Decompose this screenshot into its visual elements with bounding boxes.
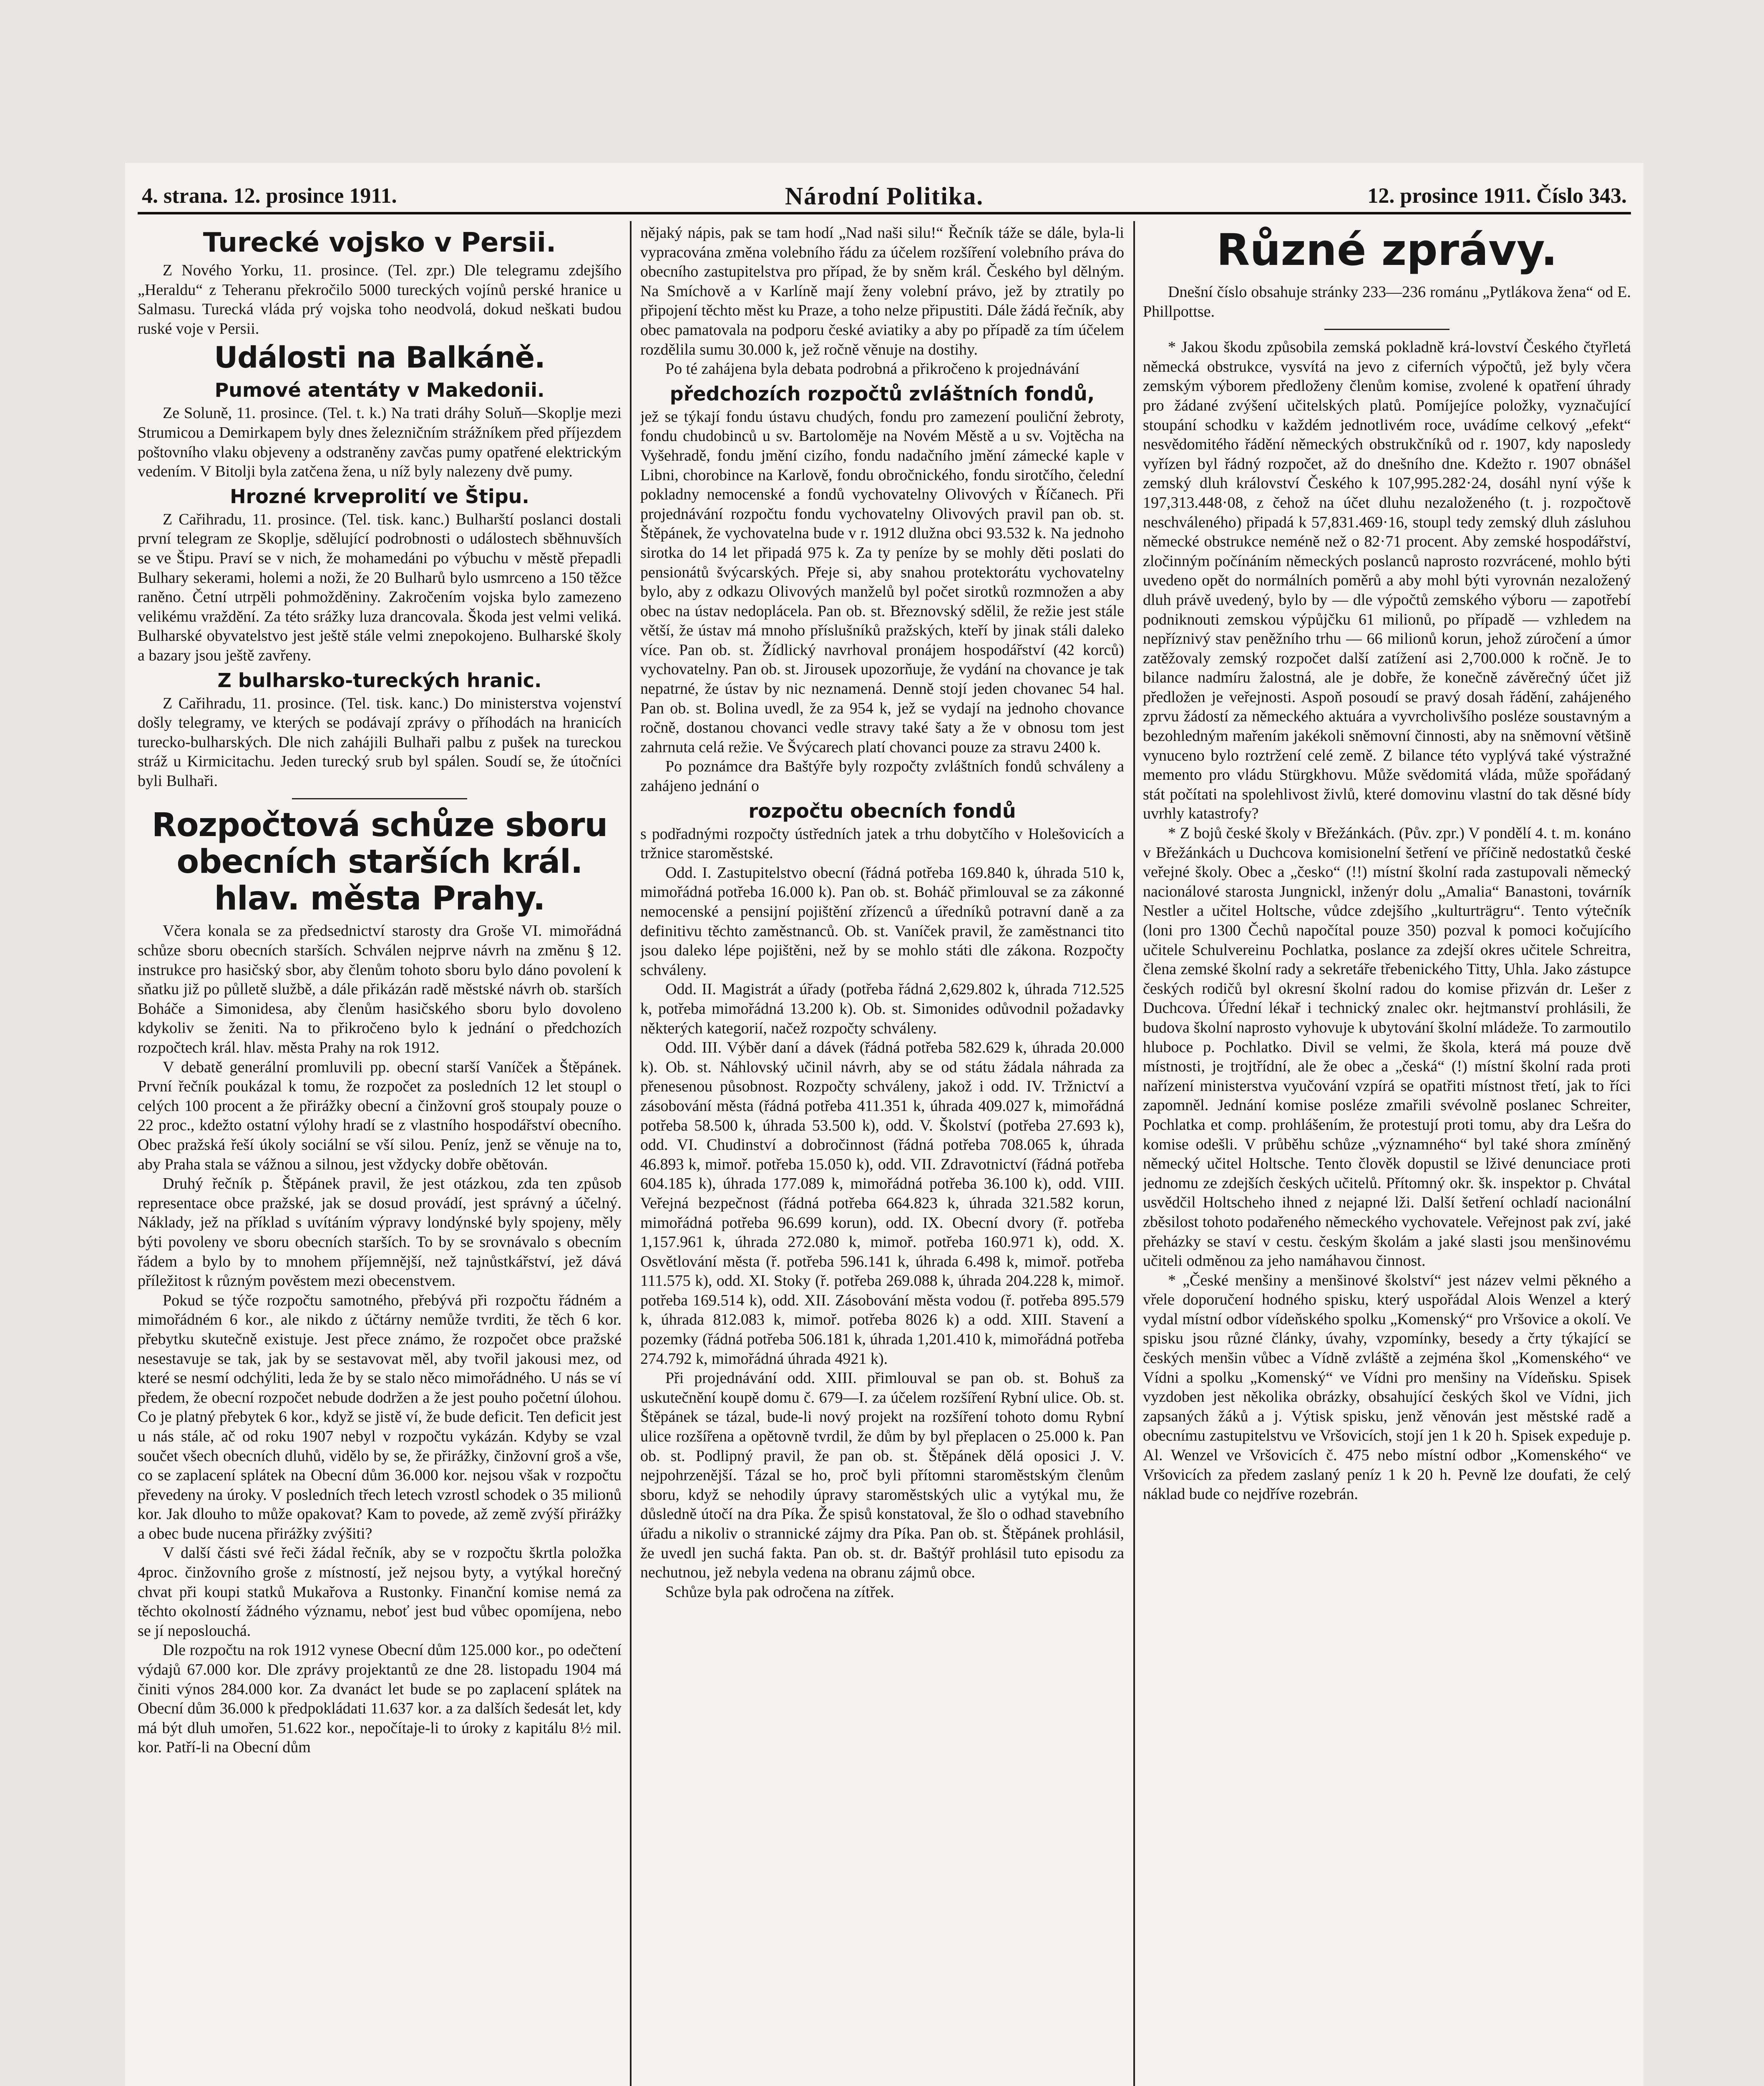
column-divider-1 [630, 221, 632, 2086]
header-rule [138, 212, 1631, 214]
article-paragraph: V další části své řeči žádal řečník, aby se v rozpočtu škrtla položka 4proc. činžovního groše z místností, jež nejsou byty, a vytýkal horečný chvat při koupi statků Mukařova a Rustonky. Finanční komise nemá za těchto okolností žádného významu, neboť jest bud vůbec opomíjena, nebo se jí neposlouchá. [138, 1544, 622, 1640]
subheadline-stip: Hrozné krveprolití ve Štipu. [230, 485, 529, 508]
article-paragraph: Odd. I. Zastupitelstvo obecní (řádná potřeba 169.840 k, úhrada 510 k, mimořádná potřeba 16.000 k). Pan ob. st. Boháč přimlouval se za zákonné nemocenské a pensijní pojištění zřízenců a úředníků potravní daně a za definitivu těchto zaměstnanců. Ob. st. Vaníček pravil, že zaměstnanci tito jsou daleko lépe pojištěni, než by se mohlo státi dle zákona. Rozpočty schváleny. [640, 864, 1124, 979]
article-paragraph: Z Cařihradu, 11. prosince. (Tel. tisk. kanc.) Bulharští poslanci dostali první telegram ze Skoplje, sdělující podrobnosti o událostech sběhnuvších se ve Štipu. Praví se v nich, že mohamedáni po výbuchu v městě přepadli Bulhary sekerami, holemi a noži, že 20 Bulharů bylo usmrceno a 150 těžce raněno. Četní utrpěli pohmožděniny. Zakročením vojska bylo zamezeno velikému vraždění. Za této srážky luza drancovala. Škoda jest velmi veliká. Bulharské obyvatelstvo jest ještě stále velmi znepokojeno. Bulharské školy a bazary jsou ještě zavřeny. [138, 510, 622, 664]
column-2 [640, 223, 1124, 2086]
article-paragraph: Včera konala se za předsednictví starosty dra Groše VI. mimořádná schůze sboru obecních starších. Schválen nejprve návrh na změnu § 12. instrukce pro hasičský sbor, aby členům tohoto sboru bylo dáno povolení k sňatku již po půlletě službě, a dále přikázán radě městské návrh ob. starších Boháče a Simonidesa, aby členům hasičského sboru bylo dovoleno kdykoliv se ženiti. Na to přikročeno bylo k jednání o předchozích rozpočtech král. hlav. města Prahy na rok 1912. [138, 922, 622, 1057]
subheadline-obecni-fondy: rozpočtu obecních fondů [748, 799, 1016, 822]
article-paragraph: Při projednávání odd. XIII. přimlouval se pan ob. st. Bohuš za uskutečnění koupě domu č. 679—I. za účelem rozšíření Rybní ulice. Ob. st. Štěpánek se tázal, bude-li nový projekt na rozšíření tohoto domu Rybní ulice rozšířena a opětovně tvrdil, že dům by byl přeplacen o 25.000 k. Pan ob. st. Podlipný pravil, že pan ob. st. Štěpánek dělá oposici J. V. nejpohrzenější. Tázal se ho, proč byli přítomni staroměstským členům sboru, když se nehodily úpravy staroměstských ulic a vytýkal mu, že důsledně útočí na dra Píka. Že spisů konstatoval, že šlo o odhad stavebního úřadu a nikoliv o strannické zájmy dra Píka. Pan ob. st. Štěpánek prohlásil, že uvedl jen suchá fakta. Pan ob. st. dr. Baštýř prohlásil tuto episodu za nechutnou, jež nebyla vedena na obranu zájmů obce. [640, 1369, 1124, 1582]
article-paragraph: * „České menšiny a menšinové školství“ jest název velmi pěkného a vřele doporučení hodného spisku, který uspořádal Alois Wenzel a který vydal místní odbor vídeňského spolku „Komenský“ pro Vršovice a okolí. Ve spisku jsou různé články, úvahy, vzpomínky, besedy a črty týkající se českých menšin vůbec a Vídně zvláště a zejména škol „Komenského“ ve Vídni a spolku „Komenský“ ve Vídni pro menšiny na Vídeňsku. Spisek vyzdoben jest několika obrázky, obsahující českých škol ve Vídni, jich zapsaných žáků a j. Výtisk spisku, jenž věnován jest městské radě a obecnímu zastupitelstvu ve Vršovicích, stojí jen 1 k 20 h. Spisek expeduje p. Al. Wenzel ve Vršovicích č. 475 nebo místní odbor „Komenského“ ve Vršovicích za předem zaslaný peníz 1 k 20 h. Pevně lze doufati, že celý náklad bude co nejdříve rozebrán. [1143, 1271, 1631, 1503]
section-divider [1324, 329, 1449, 330]
article-paragraph: Po té zahájena byla debata podrobná a přikročeno k projednávání [665, 360, 1080, 378]
headline-rozpoctova-schuze: Rozpočtová schůze sboru obecních starších král. hlav. města Prahy. [151, 806, 608, 918]
page-header [142, 175, 1627, 213]
article-paragraph: Druhý řečník p. Štěpánek pravil, že jest otázkou, zda ten způsob representace obce pražské, jak se dosud provádí, jest správný a účelný. Náklady, jež na příklad s uvítáním výpravy londýnské byly spojeny, měly býti povoleny ve sboru obecních starších. To by se srovnávalo s obecním řádem a bylo by to mnohem příjemnější, než tajnůstkářství, jež dává příležitost k různým pověstem mezi obecenstvem. [138, 1175, 622, 1290]
column-divider-2 [1133, 221, 1135, 2086]
column-3 [1143, 223, 1631, 2086]
section-divider [292, 798, 467, 799]
article-paragraph: * Jakou škodu způsobila zemská pokladně krá-lovství Českého čtyřletá německá obstrukce, vysvítá na jevo z ciferních výpočtů, jež byly včera zemským výborem předloženy členům komise, zvolené k opatření úhrady pro žádané zvýšení učitelských platů. Pomíjejíce položky, vyznačující stoupání schodku v každém jednotlivém roce, uvádíme celkový „efekt“ nesvědomitého řádění německých obstrukčníků od r. 1907, kdy naposledy vyřízen byl řádný rozpočet, až do dnešního dne. Kdežto r. 1907 obnášel zemský dluh království Českého k 107,995.282·24, dosáhl nyní výše k 197,313.448·08, z čehož na účet dluhu nezaloženého (t. j. rozpočtově neschváleného) připadá k 57,831.469·16, stoupl tedy zemský dluh zásluhou německé obstrukce neméně než o 82·71 procent. Aby zemské hospodářství, zločinným počínáním německých poslanců naprosto rozvrácené, mohlo býti uvedeno opět do normálních poměrů a aby mohl býti vyrovnán nezaložený dluh právě uvedený, bylo by — dle výpočtů zemského výboru — zapotřebí podniknouti zemskou výpůjčku 61 milionů, po případě — vzhledem na nepříznivý stav peněžního trhu — 66 milionů korun, jehož zúročení a úmor zatěžovaly zemský rozpočet další zatížení asi 2,700.000 k ročně. Je to bilance nadmíru žalostná, ale je dobře, že konečně závěrečný účet již předložen je veřejnosti. Aspoň posoudí se pravý dosah řádění, zahájeného zprvu žádostí za německého aktuára a vyvrcholivšího posléze soustavným a bezohledným mařením jakékoli sněmovní činnosti, aby na sněmovní většině vynuceno bylo roztržení celé země. Z bilance této vyplývá také výstražné memento pro vládu Stürgkhovu. Může svědomitá vláda, může spořádaný stát počítati na spolehlivost živlů, které domovinu vlastní do tak děsné bídy uvrhly katastrofy? [1143, 338, 1631, 823]
column-1 [138, 223, 622, 2086]
article-paragraph: jež se týkají fondu ústavu chudých, fondu pro zamezení pouliční žebroty, fondu chudobinců u sv. Bartoloměje na Novém Městě a u sv. Vojtěcha na Vyšehradě, fondu jmění cizího, fondu nadačního jmění zámecké kaple v Libni, chorobince na Karlově, fondu obročnického, fondu sirotčího, čelední pokladny nemocenské a fondů vychovatelny Olivových v Říčanech. Při projednávání rozpočtu fondu vychovatelny Olivových pravil pan ob. st. Štěpánek, že vychovatelna bude v r. 1912 dlužna obci 93.532 k. Na jednoho sirotka do 14 let připadá 975 k. Za ty peníze by se mohly děti poslati do pensionátů švýcarských. Přeje si, aby snahou protektorátu vychovatelny bylo, aby z odkazu Olivových manželů byl počet sirotků rozmnožen a aby obec na ústav nedoplácela. Pan ob. st. Březnovský sdělil, že režie jest stále větší, že ústav má mnoho příslušníků pražských, kteří by jinak stáli daleko více. Pan ob. st. Žídlický navrhoval pronájem hospodářství (42 korců) vychovatelny. Pan ob. st. Jirousek upozorňuje, že vydání na chovance je tak nepatrné, že ústav by nic neznamená. Denně stojí jeden chovanec 54 hal. Pan ob. st. Bolina uvedl, že za 954 k, jež se vydají na jednoho chovance ročně, dostanou chovanci vedle stravy také šaty a že v obnosu tom jest zahrnuta celá režie. Ve Švýcarech platí chovanci pouze za stravu 2400 k. [640, 408, 1124, 756]
header-page-date: 4. strana. 12. prosince 1911. [142, 184, 397, 208]
article-paragraph: Po poznámce dra Baštýře byly rozpočty zvláštních fondů schváleny a zahájeno jednání o [640, 758, 1124, 795]
newspaper-page [125, 163, 1643, 2086]
headline-ruzne-zpravy: Různé zprávy. [1216, 224, 1558, 275]
subheadline-makedonie: Pumové atentáty v Makedonii. [214, 379, 545, 402]
headline-turecke-vojsko: Turecké vojsko v Persii. [203, 227, 556, 258]
article-paragraph: V debatě generální promluvili pp. obecní starší Vaníček a Štěpánek. První řečník poukázal k tomu, že rozpočet za posledních 12 let stoupl o celých 100 procent a že přirážky obecní a činžovní groš stoupaly pouze o 22 proc., kdežto ostatní výlohy hradí se z vlastního hospodářství obecního. Obec pražská řeší úkoly sociální se vší silou. Peníz, jenž se věnuje na to, aby Praha stala se vážnou a silnou, jest vždycky dobře obětován. [138, 1058, 622, 1173]
article-paragraph: Dle rozpočtu na rok 1912 vynese Obecní dům 125.000 kor., po odečtení výdajů 67.000 kor. Dle zprávy projektantů ze dne 28. listopadu 1904 má činiti výnos 284.000 kor. Za dvanáct let bude se po zaplacení splátek na Obecní dům 36.000 k předpokládati 11.637 kor. a za dalších šedesát let, kdy má být dluh umořen, 51.622 kor., nepočítaje-li to úroky z kapitálu 8½ mil. kor. Patří-li na Obecní dům [138, 1641, 622, 1756]
article-paragraph: s podřadnými rozpočty ústředních jatek a trhu dobytčího v Holešovicích a tržnice staroměstské. [640, 825, 1124, 862]
subheadline-hranice: Z bulharsko-tureckých hranic. [217, 669, 542, 692]
article-paragraph: Schůze byla pak odročena na zítřek. [665, 1583, 894, 1601]
article-paragraph: Z Cařihradu, 11. prosince. (Tel. tisk. kanc.) Do ministerstva vojenství došly telegramy, ve kterých se podávají zprávy o příhodách na hranicích turecko-bulharských. Dle nich zahájili Bulhaři palbu z pušek na tureckou stráž u Kirmicitachu. Jeden turecký srub byl spálen. Soudí se, že útočníci byli Bulhaři. [138, 694, 622, 790]
article-paragraph: nějaký nápis, pak se tam hodí „Nad naši silu!“ Řečník táže se dále, byla-li vypracována změna volebního řádu za účelem rozšíření volebního práva do obecního zastupitelstva pro případ, že by sněm král. Českého byl dělným. Na Smíchově a v Karlíně mají ženy volební právo, jež by ztratily po připojení těchto měst ku Praze, a toho nelze připustiti. Dále žádá řečník, aby obec pamatovala na podporu české aviatiky a aby po případě za tím účelem rozdělila sumu 30.000 k, jež ročně věnuje na dostihy. [640, 224, 1124, 358]
header-issue-number: 12. prosince 1911. Číslo 343. [1367, 184, 1627, 208]
masthead-title: Národní Politika. [785, 182, 984, 210]
subheadline-zvlastni-fondy: předchozích rozpočtů zvláštních fondů, [669, 382, 1095, 405]
article-paragraph: Odd. III. Výběr daní a dávek (řádná potřeba 582.629 k, úhrada 20.000 k). Ob. st. Náhlovský učinil návrh, aby se od státu žádala náhrada za přenesenou působnost. Rozpočty schváleny, jakož i odd. IV. Tržnictví a zásobování města (řádná potřeba 411.351 k, úhrada 409.027 k, mimořádná potřeba 58.500 k, úhrada 53.500 k), odd. V. Školství (potřeba 27.693 k), odd. VI. Chudinství a dobročinnost (řádná potřeba 708.065 k, úhrada 46.893 k, mimoř. potřeba 15.050 k), odd. VII. Zdravotnictví (řádná potřeba 604.185 k), úhrada 177.089 k, mimořádná potřeba 36.100 k), odd. VIII. Veřejná bezpečnost (řádná potřeba 664.823 k, úhrada 321.582 korun, mimořádná potřeba 96.699 korun), odd. IX. Obecní dvory (ř. potřeba 1,157.961 k, úhrada 272.080 k, mimoř. potřeba 160.971 k), odd. X. Osvětlování města (ř. potřeba 596.141 k, úhrada 6.498 k, mimoř. potřeba 111.575 k), odd. XI. Stoky (ř. potřeba 269.088 k, úhrada 204.228 k, mimoř. potřeba 169.514 k), odd. XII. Zásobování města vodou (ř. potřeba 895.579 k, úhrada 812.083 k, mimoř. potřeba 8026 k) a odd. XIII. Stavení a pozemky (řádná potřeba 506.181 k, úhrada 1,201.410 k, mimořádná potřeba 274.792 k, mimořádná úhrada 4921 k). [640, 1039, 1124, 1368]
article-paragraph: Dnešní číslo obsahuje stránky 233—236 románu „Pytlákova žena“ od E. Phillpottse. [1143, 283, 1631, 320]
article-paragraph: Odd. II. Magistrát a úřady (potřeba řádná 2,629.802 k, úhrada 712.525 k, potřeba mimořádná 13.200 k). Ob. st. Simonides odůvodnil požadavky některých kategorií, načež rozpočty schváleny. [640, 980, 1124, 1037]
article-paragraph: Z Nového Yorku, 11. prosince. (Tel. zpr.) Dle telegramu zdejšího „Heraldu“ z Teheranu překročilo 5000 tureckých vojínů perské hranice u Salmasu. Turecká vláda prý vojska toho neodvolá, dokud neškati budou ruské voje v Persii. [138, 262, 622, 338]
article-paragraph: * Z bojů české školy v Břežánkách. (Pův. zpr.) V pondělí 4. t. m. konáno v Břežánkách u Duchcova komisionelní šetření ve příčině nedostatků české veřejné školy. Obec a „česko“ (!!) místní školní rada zastupovali německý nacionálové starosta Jungnickl, inženýr dolu „Amalia“ Banastoni, továrník Nestler a učitel Holtsche, vůdce zdejšího „kulturträgru“. Tento výtečník (loni pro 1300 Čechů napočítal pouze 350) pozval k pomoci kočujícího učitele Schulvereinu Pochlatka, poslance za zdejší okres učitele Schreitra, člena zemské školní rady a sekretáře třebenického Titty, Uhla. Jako zástupce českých rodičů byl okresní školní radou do komise přizván dr. Lešer z Duchcova. Úřední lékař i technický znalec okr. hejtmanství prohlásili, že budova školní naprosto vyhovuje k ubytování školní mládeže. To zarmoutilo hluboce p. Pochlatko. Divil se velmi, že škola, která má pouze dvě místnosti, je trojtřídní, ale že obec a „česká“ (!) místní školní rada proti nařízení ministerstva vyučování vzpírá se opatřiti místnost třetí, jak to říci zapomněl. Jednání komise posléze zmařili svévolně poslanec Schreiter, Pochlatka et comp. prohlášením, že protestují proti tomu, aby dra Lešra do komise odešli. V průběhu schůze „významného“ byl také shora zmíněný německý učitel Holtsche. Tento člověk dopustil se lživé denunciace proti jednomu ze zdejších českých učitelů. Přítomný okr. šk. inspektor p. Chvátal usvědčil Holtscheho ihned z nejapné lži. Další šetření ochladí nacionální zběsilost tohoto podařeného německého vychovatele. Veřejnost pak zví, jaké přeházky se staví v cestu. českým školám a jaké slasti jsou menšinovému učiteli odměnou za jeho namáhavou činnost. [1143, 824, 1631, 1270]
article-paragraph: Pokud se týče rozpočtu samotného, přebývá při rozpočtu řádném a mimořádném 6 kor., ale nikdo z účtárny nemůže tvrditi, že těch 6 kor. přebytku skutečně existuje. Jest přece známo, že rozpočet obce pražské nesestavuje se tak, jak by se sestavovat měl, aby tvořil jakousi mez, od které se nesmí odchýliti, leda že by se stalo něco mimořádného. U nás se ví předem, že obecní rozpočet nebude dodržen a že jest pouho početní úlohou. Co je platný přebytek 6 kor., když se jistě ví, že bude deficit. Ten deficit jest u nás stále, ač od roku 1907 nebyl v rozpočtu vykázán. Kdyby se vzal součet všech obecních dluhů, vidělo by se, že přirážky, činžovní groš a vše, co se zaplacení splátek na Obecní dům 36.000 kor. nejsou však v rozpočtu převedeny na úroky. V posledních třech letech vzrostl schodek o 35 milionů kor. Jak dlouho to může opakovat? Kam to povede, až země zvýší přirážky a obec bude nucena přirážky zvýšiti? [138, 1291, 622, 1542]
article-paragraph: Ze Soluně, 11. prosince. (Tel. t. k.) Na trati dráhy Soluň—Skoplje mezi Strumicou a Demirkapem byly dnes železničním strážníkem před příjezdem poštovního vlaku objeveny a odstraněny zavčas pumy opatřené elektrickým vedením. V Bitolji byla zatčena žena, u níž byly nalezeny dvě pumy. [138, 404, 622, 481]
headline-balkan: Události na Balkáně. [214, 340, 545, 375]
